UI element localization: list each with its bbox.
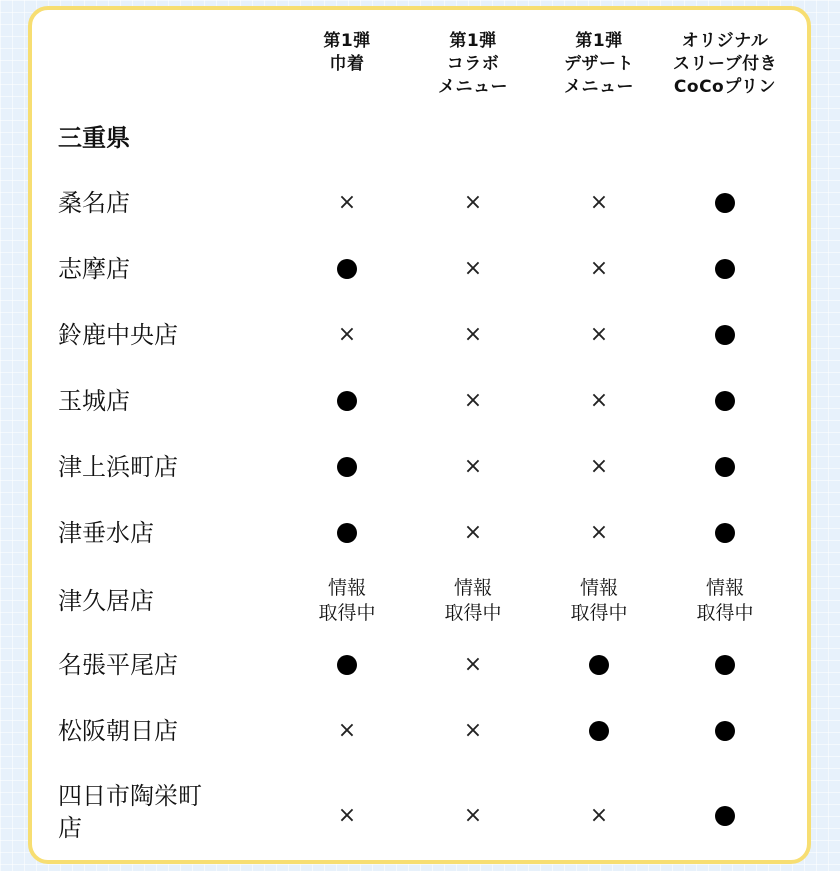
availability-cell: [536, 312, 662, 358]
availability-cell: [662, 180, 788, 226]
availability-cell: [662, 573, 788, 629]
available-mark: [715, 655, 735, 675]
store-name: 名張平尾店: [58, 651, 178, 679]
available-mark: [715, 523, 735, 543]
column-header-collab-menu: 第1弾 コラボ メニュー: [438, 31, 508, 97]
store-name: 志摩店: [58, 255, 130, 283]
availability-cell: [410, 780, 536, 852]
unavailable-mark: ×: [463, 652, 483, 677]
store-name: 津久居店: [58, 587, 154, 615]
availability-cell: [410, 642, 536, 688]
availability-cell: [410, 708, 536, 754]
available-mark: [337, 523, 357, 543]
availability-card: [28, 6, 811, 864]
available-mark: [715, 457, 735, 477]
availability-cell: [410, 180, 536, 226]
unavailable-mark: ×: [589, 388, 609, 413]
unavailable-mark: ×: [463, 803, 483, 828]
table-row: [32, 444, 807, 490]
store-name: 桑名店: [58, 189, 130, 217]
availability-cell: [284, 708, 410, 754]
availability-cell: [284, 510, 410, 556]
availability-cell: [410, 444, 536, 490]
unavailable-mark: ×: [589, 803, 609, 828]
unavailable-mark: ×: [337, 718, 357, 743]
availability-cell: [536, 444, 662, 490]
available-mark: [337, 391, 357, 411]
table-row: [32, 642, 807, 688]
unavailable-mark: ×: [463, 256, 483, 281]
info-pending-mark: 情報 取得中: [444, 577, 502, 624]
unavailable-mark: ×: [589, 190, 609, 215]
unavailable-mark: ×: [463, 388, 483, 413]
unavailable-mark: ×: [463, 190, 483, 215]
info-pending-mark: 情報 取得中: [570, 577, 628, 624]
table-row: [32, 312, 807, 358]
available-mark: [337, 655, 357, 675]
table-row: [32, 378, 807, 424]
column-header-coco-pudding: オリジナル スリーブ付き CoCoプリン: [672, 31, 778, 97]
table-row: [32, 180, 807, 226]
availability-cell: [410, 378, 536, 424]
table-row: [32, 510, 807, 556]
availability-cell: [662, 312, 788, 358]
unavailable-mark: ×: [589, 454, 609, 479]
availability-cell: [284, 780, 410, 852]
store-name: 四日市陶栄町 店: [58, 782, 202, 842]
availability-cell: [662, 642, 788, 688]
availability-cell: [662, 708, 788, 754]
available-mark: [589, 721, 609, 741]
availability-cell: [536, 642, 662, 688]
column-header-dessert-menu: 第1弾 デザート メニュー: [564, 31, 634, 97]
availability-cell: [536, 378, 662, 424]
availability-cell: [410, 312, 536, 358]
unavailable-mark: ×: [463, 322, 483, 347]
unavailable-mark: ×: [463, 718, 483, 743]
available-mark: [715, 806, 735, 826]
availability-cell: [536, 708, 662, 754]
unavailable-mark: ×: [589, 322, 609, 347]
region-heading: 三重県: [58, 124, 130, 152]
available-mark: [715, 193, 735, 213]
availability-cell: [410, 573, 536, 629]
availability-cell: [284, 444, 410, 490]
availability-cell: [536, 246, 662, 292]
table-row: [32, 780, 807, 852]
available-mark: [715, 391, 735, 411]
availability-cell: [284, 378, 410, 424]
table-row: [32, 708, 807, 754]
availability-cell: [662, 780, 788, 852]
unavailable-mark: ×: [463, 454, 483, 479]
availability-cell: [284, 573, 410, 629]
store-name: 松阪朝日店: [58, 717, 178, 745]
info-pending-mark: 情報 取得中: [318, 577, 376, 624]
availability-cell: [284, 180, 410, 226]
available-mark: [715, 259, 735, 279]
availability-cell: [662, 510, 788, 556]
availability-cell: [662, 246, 788, 292]
availability-cell: [662, 378, 788, 424]
column-header-kinchaku: 第1弾 巾着: [323, 31, 371, 74]
availability-cell: [536, 780, 662, 852]
availability-cell: [536, 573, 662, 629]
availability-cell: [410, 510, 536, 556]
table-row: [32, 246, 807, 292]
available-mark: [337, 457, 357, 477]
store-name: 津垂水店: [58, 519, 154, 547]
availability-cell: [536, 510, 662, 556]
available-mark: [589, 655, 609, 675]
store-name: 津上浜町店: [58, 453, 178, 481]
unavailable-mark: ×: [337, 803, 357, 828]
availability-cell: [410, 246, 536, 292]
info-pending-mark: 情報 取得中: [696, 577, 754, 624]
available-mark: [715, 721, 735, 741]
available-mark: [337, 259, 357, 279]
availability-cell: [284, 246, 410, 292]
table-row: [32, 573, 807, 629]
unavailable-mark: ×: [589, 520, 609, 545]
store-name: 玉城店: [58, 387, 130, 415]
availability-cell: [662, 444, 788, 490]
availability-cell: [536, 180, 662, 226]
available-mark: [715, 325, 735, 345]
unavailable-mark: ×: [337, 322, 357, 347]
unavailable-mark: ×: [463, 520, 483, 545]
unavailable-mark: ×: [337, 190, 357, 215]
store-name: 鈴鹿中央店: [58, 321, 178, 349]
unavailable-mark: ×: [589, 256, 609, 281]
availability-cell: [284, 312, 410, 358]
availability-cell: [284, 642, 410, 688]
